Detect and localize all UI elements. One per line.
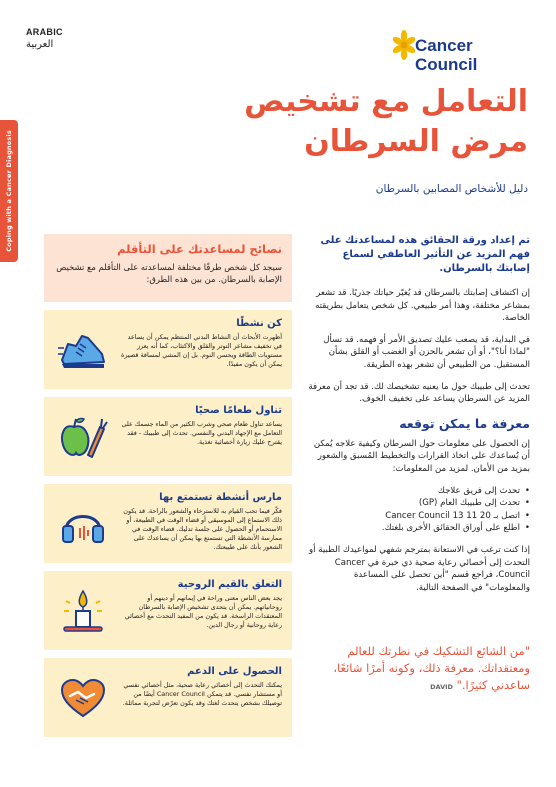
logo-wordmark: Cancer Council (415, 36, 478, 74)
tip-card-healthy-food (44, 397, 292, 476)
tips-intro: سيجد كل شخص طرقًا مختلفة لمساعدته على التأقلم مع تشخيص الإصابة بالسرطان. من بين هذه الطرق: (56, 262, 282, 284)
tip-card-activities (44, 484, 292, 563)
side-tab (0, 120, 18, 262)
tip-title: تناول طعامًا صحيًا (195, 405, 282, 416)
paragraph-1: إن اكتشاف إصابتك بالسرطان قد يُغيّر حياتك جذريًا. قد تشعر بمشاعر مختلفة، وهذا أمر طبيعي. كل شخص يتعامل بطريقته الخاصة. (315, 288, 530, 324)
handshake-heart-icon (58, 674, 108, 722)
tip-card-active (44, 310, 292, 389)
tip-text: فكّر فيما تحب القيام به للاسترخاء والشعور بالراحة. قد يكون ذلك الاستماع إلى الموسيقى أو قضاء الوقت في الطبيعة، أو الاستحمام أو الحصول على جلسة تدليك. قضاء الوقت في ممارسة الأنشطة التي تستمتع بها يمكن أن يساعدك على الشعور بأنك على طبيعتك. (123, 507, 282, 552)
paragraph-4: إن الحصول على معلومات حول السرطان وكيفية علاجه يُمكن أن يُساعدك على اتخاذ القرارات والتخطيط المُسبق والشعور بمزيد من الأمان. لمزيد من المعلومات: (313, 438, 530, 474)
tip-title: التعلق بالقيم الروحية (177, 579, 282, 590)
language-english: ARABIC (26, 27, 63, 37)
candle-icon (58, 587, 108, 635)
section-heading: معرفة ما يمكن توقعه (399, 415, 530, 431)
quote-author: DAVID (430, 683, 453, 691)
list-item: • تحدث إلى طبيبك العام (GP) (308, 497, 530, 510)
tip-text: يجد بعض الناس معنى وراحة في إيمانهم أو دينهم أو روحانياتهم. يمكن أن يتحدى تشخيص الإصابة بالسرطان المعتقدات الراسخة. قد يكون من المفيد التحدث مع أخصائي رعاية روحانية أو رجال الدين. (124, 594, 282, 630)
tips-header (44, 234, 292, 302)
language-arabic: العربية (26, 39, 54, 50)
tip-title: كن نشطًا (236, 318, 282, 329)
language-label (26, 27, 63, 50)
apple-carrot-icon (58, 413, 108, 461)
cancer-council-logo (393, 30, 533, 80)
page-title-line1: التعامل مع تشخيص (244, 84, 528, 119)
tip-title: الحصول على الدعم (187, 666, 282, 677)
page-subtitle: دليل للأشخاص المصابين بالسرطان (375, 183, 528, 195)
tip-text: يساعد تناول طعام صحي وشرب الكثير من الماء جسمك على التعامل مع الإجهاد البدني والنفسي. تحدث إلى طبيبك - فقد يقترح عليك زيارة أخصائية تغذية. (121, 420, 282, 447)
tip-title: مارس أنشطة تستمتع بها (159, 492, 282, 503)
quote-text: "من الشائع التشكيك في نظرتك للعالم ومعتقداتك. معرفة ذلك، وكونه أمرًا شائعًا، ساعدني كثيرًا." (333, 644, 530, 692)
page-title-line2: مرض السرطان (304, 124, 528, 159)
headphones-icon (58, 500, 108, 548)
list-item: • تحدث إلى فريق علاجك (308, 485, 530, 498)
sneaker-icon (58, 326, 108, 374)
list-item: • اطلع على أوراق الحقائق الأخرى بلغتك. (308, 522, 530, 535)
side-tab-label: Coping with a Cancer Diagnosis (5, 130, 13, 252)
tip-card-spiritual (44, 571, 292, 650)
lead-paragraph: تم إعداد ورقة الحقائق هذه لمساعدتك على فهم المزيد عن التأثير العاطفي لسماع إصابتك بالسرطان. (320, 235, 530, 274)
list-item: • اتصل بـ Cancer Council 13 11 20 (308, 510, 530, 523)
paragraph-5: إذا كنت ترغب في الاستعانة بمترجم شفهي لمواعيدك الطبية أو التحدث إلى أخصائي رعاية صحية ذي خبرة في Cancer Council، فراجع قسم "أين تحصل على المساعدة والمعلومات" في الصفحة التالية. (308, 544, 530, 593)
main-column (308, 234, 530, 603)
daffodil-icon (393, 30, 415, 64)
tip-card-support (44, 658, 292, 737)
paragraph-2: في البداية، قد يصعب عليك تصديق الأمر أو فهمه. قد تسأل "لماذا أنا؟"، أو أن تشعر بالحزن أو الغضب أو القلق بشأن المستقبل. من الطبيعي أن تشعر بهذه الطريقة. (323, 334, 530, 370)
tip-text: يمكنك التحدث إلى أخصائي رعاية صحية، مثل أخصائي نفسي أو مستشار نفسي. قد يتمكن Cancer Council أيضًا من توصيلك بشخص يتحدث لغتك وقد يكون تعرّض لتجربة مماثلة. (122, 681, 282, 708)
tips-title: نصائح لمساعدتك على التأقلم (117, 242, 282, 256)
info-list (308, 485, 530, 535)
paragraph-3: تحدث إلى طبيبك حول ما يعنيه تشخيصك لك. قد تجد أن معرفة المزيد عن السرطان يساعد على تخفيف الخوف. (308, 381, 530, 405)
testimonial-quote (308, 643, 530, 696)
tips-panel (44, 234, 292, 737)
page-title (108, 82, 528, 162)
tip-text: أظهرت الأبحاث أن النشاط البدني المنتظم يمكن أن يساعد في تخفيف مشاعر التوتر والقلق والاكتئاب، كما أنه يعزز مستويات الطاقة ويحسن النوم. بل إن المشي لمسافة قصيرة يمكن أن يكون مفيدًا. (121, 333, 282, 369)
